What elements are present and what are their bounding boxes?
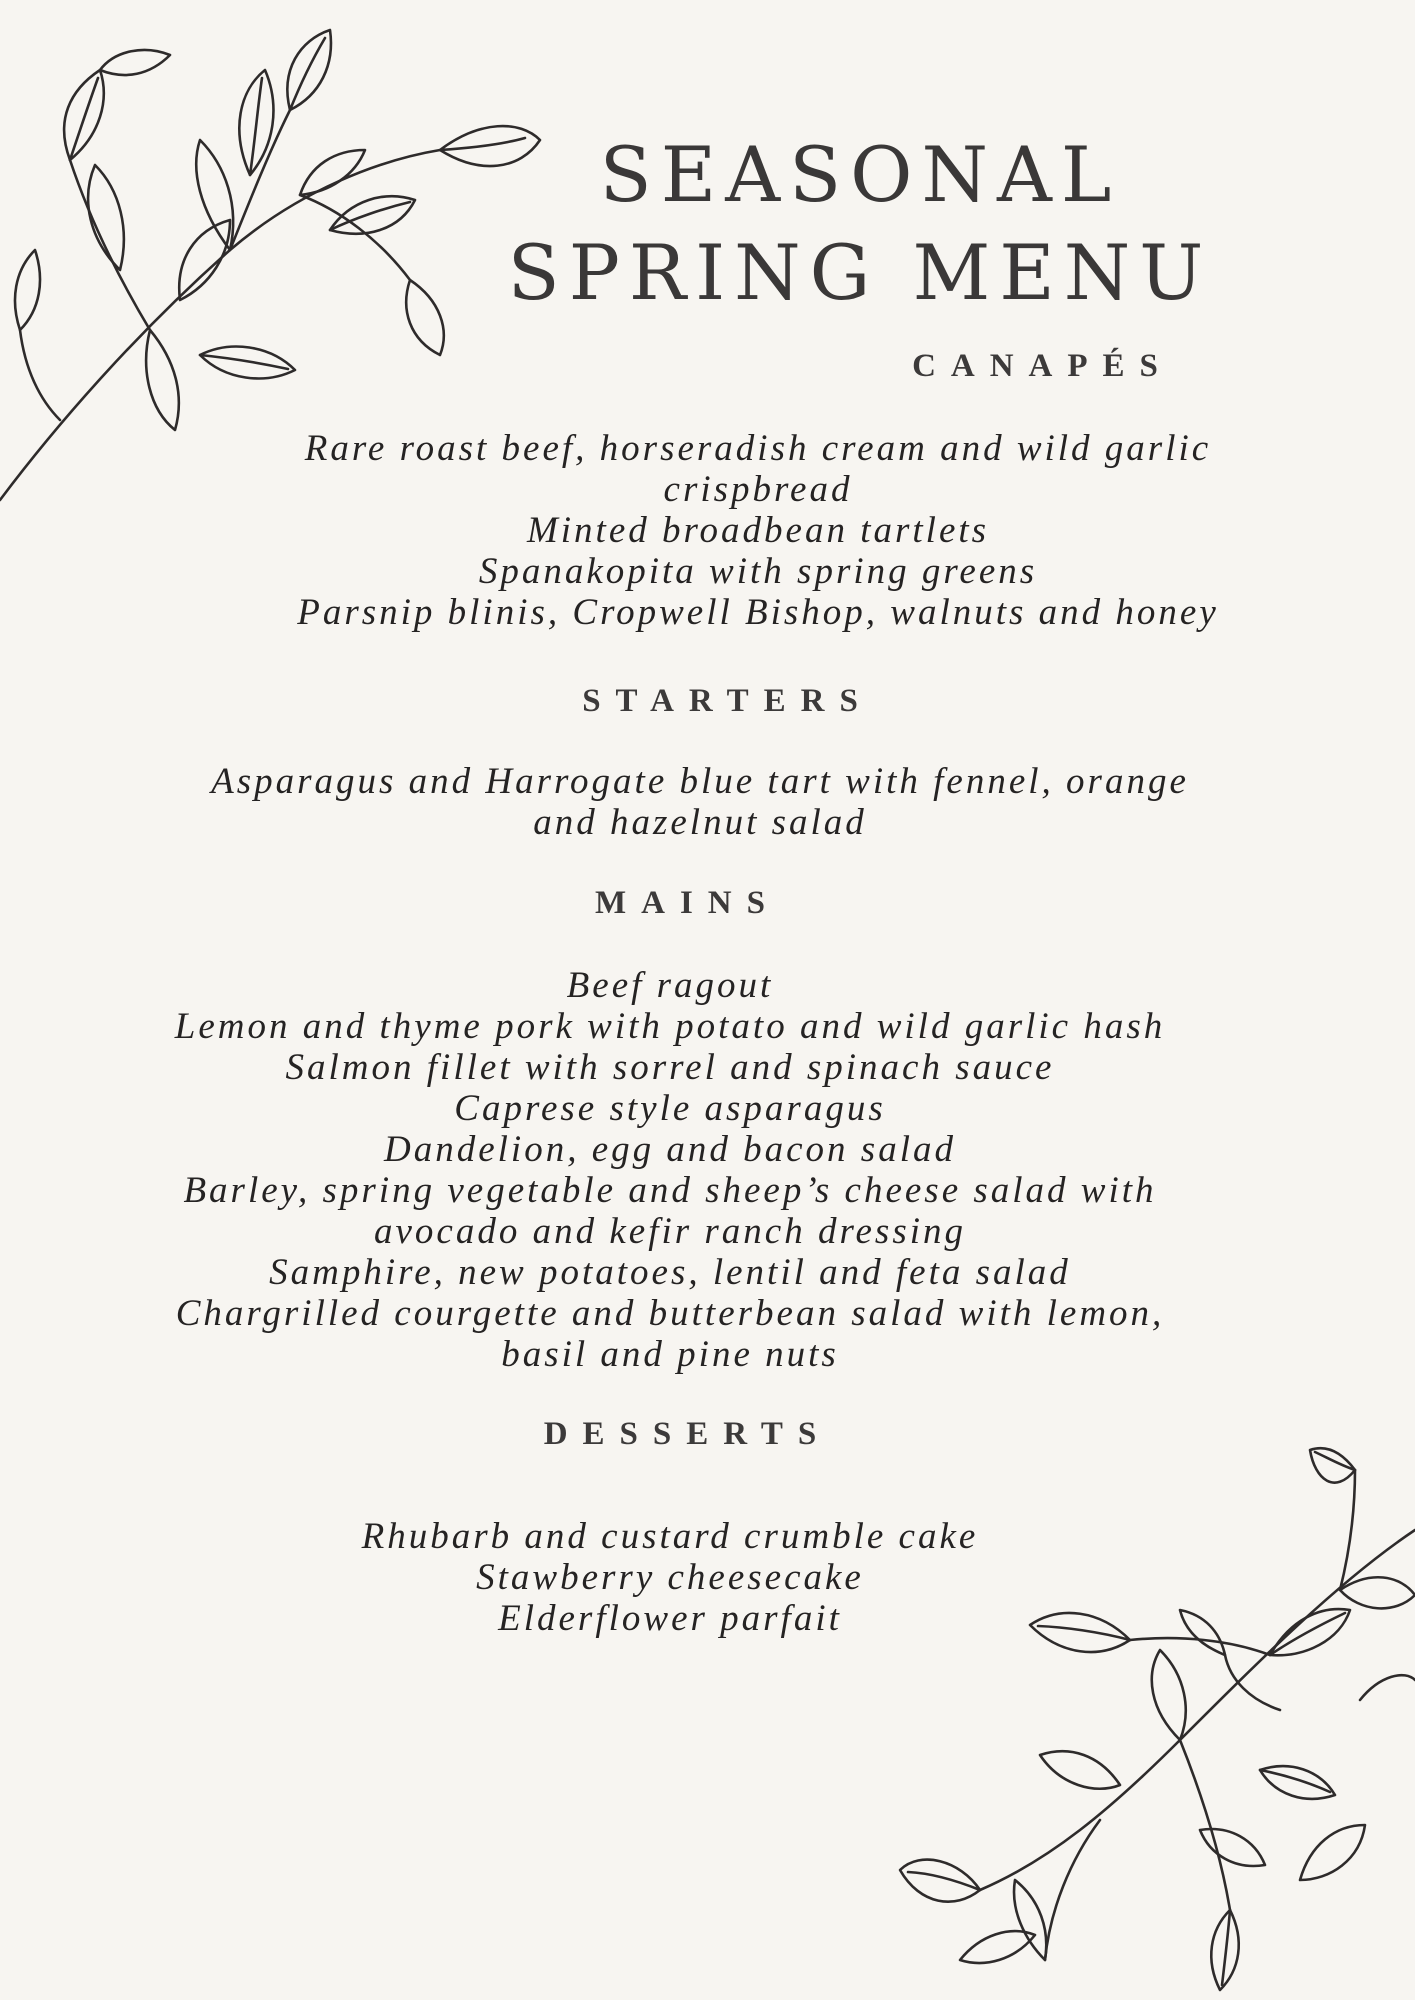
list-item: Minted broadbean tartlets — [526, 510, 990, 551]
list-item: Rare roast beef, horseradish cream and wild garlic — [304, 428, 1212, 469]
list-item: Dandelion, egg and bacon salad — [384, 1129, 956, 1170]
page-title-line-2: SPRING MENU — [507, 228, 1213, 317]
list-item: Chargrilled courgette and butterbean salad with lemon, — [175, 1293, 1165, 1334]
page-title-line-1: SEASONAL — [599, 130, 1121, 219]
list-item: Asparagus and Harrogate blue tart with fennel, orange — [211, 761, 1189, 802]
list-item: Lemon and thyme pork with potato and wild garlic hash — [174, 1006, 1166, 1047]
section-heading-mains: MAINS — [594, 885, 780, 921]
list-item: basil and pine nuts — [501, 1334, 839, 1375]
list-item: Samphire, new potatoes, lentil and feta salad — [269, 1252, 1071, 1293]
section-heading-canapes: CANAPÉS — [912, 348, 1173, 384]
list-item: Parsnip blinis, Cropwell Bishop, walnuts and honey — [297, 592, 1219, 633]
list-item: crispbread — [663, 469, 853, 510]
section-heading-starters: STARTERS — [582, 683, 873, 719]
list-item: Barley, spring vegetable and sheep’s cheese salad with — [183, 1170, 1157, 1211]
list-item: and hazelnut salad — [533, 802, 867, 843]
list-item: Stawberry cheesecake — [476, 1557, 864, 1598]
list-item: Caprese style asparagus — [454, 1088, 886, 1129]
list-item: Spanakopita with spring greens — [478, 551, 1038, 592]
section-heading-desserts: DESSERTS — [543, 1416, 832, 1452]
list-item: Beef ragout — [566, 965, 774, 1006]
list-item: avocado and kefir ranch dressing — [374, 1211, 966, 1252]
list-item: Salmon fillet with sorrel and spinach sauce — [285, 1047, 1055, 1088]
list-item: Rhubarb and custard crumble cake — [361, 1516, 979, 1557]
list-item: Elderflower parfait — [498, 1598, 842, 1639]
